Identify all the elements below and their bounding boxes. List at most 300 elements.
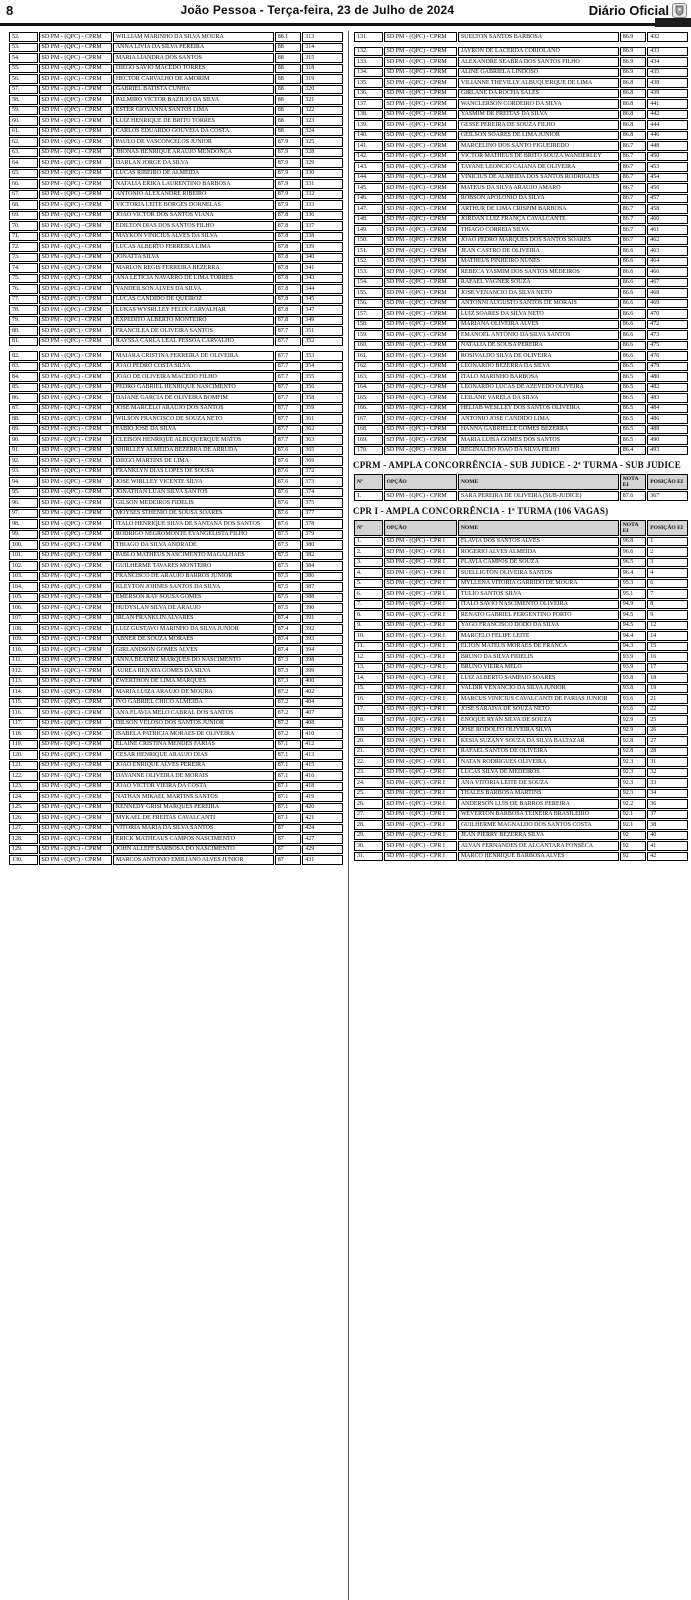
option-cell: SD PM - (QPC) - CPR I xyxy=(384,684,457,694)
rank-cell: 60. xyxy=(9,116,38,126)
rank-cell: 104. xyxy=(9,582,38,592)
rank-cell: 114. xyxy=(9,687,38,697)
position-cell: 398 xyxy=(302,656,343,666)
position-cell: 418 xyxy=(302,782,343,792)
score-cell: 87.2 xyxy=(275,698,301,708)
left-column xyxy=(8,31,344,869)
table-row xyxy=(354,393,688,403)
option-cell: SD PM - (QPC) - CPR I xyxy=(384,831,457,841)
score-cell: 87.7 xyxy=(275,435,301,445)
name-cell: LUCAS ALBERTO FERREIRA LIMA xyxy=(113,242,274,252)
table-row xyxy=(354,68,688,78)
rank-cell: 12. xyxy=(354,652,383,662)
score-cell: 86.6 xyxy=(620,351,646,361)
score-cell: 86.8 xyxy=(620,99,646,109)
rank-cell: 91. xyxy=(9,446,38,456)
score-cell: 87.1 xyxy=(275,803,301,813)
rank-cell: 138. xyxy=(354,110,383,120)
rank-cell: 137. xyxy=(354,99,383,109)
rank-cell: 170. xyxy=(354,446,383,456)
name-cell: HECTOR CARVALHO DE AMORIM xyxy=(113,74,274,84)
position-cell: 343 xyxy=(302,274,343,284)
header-rule xyxy=(0,23,691,26)
option-cell: SD PM - (QPC) - CPRM xyxy=(39,148,112,158)
name-cell: MAIARA CRISTINA FERREIRA DE OLIVEIRA xyxy=(113,351,274,361)
score-cell: 87.7 xyxy=(275,351,301,361)
rank-cell: 132. xyxy=(354,47,383,57)
table-row xyxy=(9,274,343,284)
rank-cell: 69. xyxy=(9,211,38,221)
name-cell: VALDIR VENANCIO DA SILVA JUNIOR xyxy=(458,684,619,694)
option-cell: SD PM - (QPC) - CPRM xyxy=(39,372,112,382)
rank-cell: 108. xyxy=(9,624,38,634)
name-cell: JOAO VICTOR VIEIRA DA COSTA xyxy=(113,782,274,792)
name-cell: RENATO GABRIEL PERGENTINO PORTO xyxy=(458,610,619,620)
position-cell: 446 xyxy=(647,131,688,141)
rank-cell: 59. xyxy=(9,106,38,116)
table-row xyxy=(9,425,343,435)
name-cell: LUIZ HENRIQUE DE BRITO TORRES xyxy=(113,116,274,126)
position-cell: 318 xyxy=(302,64,343,74)
option-cell: SD PM - (QPC) - CPRM xyxy=(39,435,112,445)
table-row xyxy=(9,792,343,802)
position-cell: 400 xyxy=(302,677,343,687)
option-cell: SD PM - (QPC) - CPR I xyxy=(384,631,457,641)
score-cell: 88 xyxy=(275,85,301,95)
option-cell: SD PM - (QPC) - CPRM xyxy=(384,110,457,120)
score-cell: 87.3 xyxy=(275,677,301,687)
score-cell: 86.6 xyxy=(620,320,646,330)
name-cell: EMANOEL ANTÔNIO DA SILVA SANTOS xyxy=(458,330,619,340)
rank-cell: 119. xyxy=(9,740,38,750)
name-cell: CLEISON HENRIQUE ALBUQUERQUE MATOS xyxy=(113,435,274,445)
score-cell: 87.7 xyxy=(275,414,301,424)
table-row xyxy=(354,99,688,109)
option-cell: SD PM - (QPC) - CPRM xyxy=(39,624,112,634)
table-row xyxy=(9,372,343,382)
table-row xyxy=(9,383,343,393)
score-cell: 92.3 xyxy=(620,768,646,778)
name-cell: NATHAN MIKAEL MARTINS SANTOS xyxy=(113,792,274,802)
rank-cell: 141. xyxy=(354,141,383,151)
section-title: CPR I - AMPLA CONCORRÊNCIA - 1ª TURMA (106 VAGAS) xyxy=(353,505,609,516)
table-row xyxy=(354,726,688,736)
rank-cell: 11. xyxy=(354,642,383,652)
rank-cell: 5. xyxy=(354,579,383,589)
score-cell: 87.8 xyxy=(275,274,301,284)
score-cell: 92 xyxy=(620,831,646,841)
rank-cell: 31. xyxy=(354,852,383,862)
position-cell: 399 xyxy=(302,666,343,676)
option-cell: SD PM - (QPC) - CPRM xyxy=(384,362,457,372)
table-row xyxy=(354,589,688,599)
position-cell: 379 xyxy=(302,530,343,540)
option-cell: SD PM - (QPC) - CPRM xyxy=(384,162,457,172)
option-cell: SD PM - (QPC) - CPR I xyxy=(384,621,457,631)
rank-cell: 52. xyxy=(9,32,38,42)
table-row xyxy=(9,803,343,813)
option-cell: SD PM - (QPC) - CPRM xyxy=(384,257,457,267)
rank-cell: 162. xyxy=(354,362,383,372)
table-row xyxy=(9,221,343,231)
score-cell: 87.1 xyxy=(275,740,301,750)
rank-cell: 22. xyxy=(354,757,383,767)
score-cell: 88 xyxy=(275,53,301,63)
option-cell: SD PM - (QPC) - CPRM xyxy=(39,404,112,414)
option-cell: SD PM - (QPC) - CPR I xyxy=(384,663,457,673)
option-cell: SD PM - (QPC) - CPR I xyxy=(384,778,457,788)
results-table xyxy=(353,46,689,457)
table-row xyxy=(9,750,343,760)
position-cell: 313 xyxy=(302,32,343,42)
table-row xyxy=(9,771,343,781)
name-cell: BRUNO VIEIRA MELO xyxy=(458,663,619,673)
position-cell: 479 xyxy=(647,362,688,372)
position-cell: 413 xyxy=(302,750,343,760)
position-cell: 17 xyxy=(647,663,688,673)
position-cell: 365 xyxy=(302,446,343,456)
position-cell: 391 xyxy=(302,614,343,624)
position-cell: 378 xyxy=(302,519,343,529)
position-cell: 37 xyxy=(647,810,688,820)
rank-cell: 154. xyxy=(354,278,383,288)
rank-cell: 164. xyxy=(354,383,383,393)
table-row xyxy=(354,120,688,130)
score-cell: 87.8 xyxy=(275,295,301,305)
name-cell: LUIZ GUSTAVO MARINHO DA SILVA JUNIOR xyxy=(113,624,274,634)
score-cell: 92.2 xyxy=(620,799,646,809)
score-cell: 86.8 xyxy=(620,110,646,120)
option-cell: SD PM - (QPC) - CPRM xyxy=(39,645,112,655)
rank-cell: 29. xyxy=(354,831,383,841)
table-row xyxy=(354,789,688,799)
option-cell: SD PM - (QPC) - CPRM xyxy=(39,263,112,273)
name-cell: MARIA LIANDRA DOS SANTOS xyxy=(113,53,274,63)
option-cell: SD PM - (QPC) - CPR I xyxy=(384,757,457,767)
score-cell: 86.4 xyxy=(620,446,646,456)
name-cell: ÁUREA RENATA GOMES DA SILVA xyxy=(113,666,274,676)
name-cell: FRANKLYN DIAS LOPES DE SOUSA xyxy=(113,467,274,477)
position-cell: 315 xyxy=(302,53,343,63)
position-cell: 361 xyxy=(302,414,343,424)
option-cell: SD PM - (QPC) - CPRM xyxy=(384,68,457,78)
name-cell: GUILHERME TAVARES MONTEIRO xyxy=(113,561,274,571)
table-row xyxy=(9,326,343,336)
rank-cell: 153. xyxy=(354,267,383,277)
rank-cell: 57. xyxy=(9,85,38,95)
rank-cell: 143. xyxy=(354,162,383,172)
name-cell: EWERTHON DE LIMA MARQUES xyxy=(113,677,274,687)
score-cell: 92.9 xyxy=(620,726,646,736)
rank-cell: 168. xyxy=(354,425,383,435)
rank-cell: 150. xyxy=(354,236,383,246)
name-cell: MARCO HENRIQUE BARBOSA ALVES xyxy=(458,852,619,862)
name-cell: YASMIM DE FREITAS DA SILVA xyxy=(458,110,619,120)
rank-cell: 23. xyxy=(354,768,383,778)
name-cell: JONATTA SILVA xyxy=(113,253,274,263)
table-row xyxy=(354,383,688,393)
name-cell: JOAO PEDRO MARQUES DOS SANTOS SOARES xyxy=(458,236,619,246)
name-cell: MARCOS ANTONIO EMILIANO ALVES JUNIOR xyxy=(113,855,274,865)
option-cell: SD PM - (QPC) - CPRM xyxy=(39,813,112,823)
position-cell: 453 xyxy=(647,162,688,172)
score-cell: 88 xyxy=(275,106,301,116)
results-table xyxy=(353,519,689,863)
table-row xyxy=(354,288,688,298)
position-cell: 354 xyxy=(302,362,343,372)
name-cell: DARLAN JORGE DA SILVA xyxy=(113,158,274,168)
name-cell: ERICK MATHEAUS CAMPOS NASCIMENTO xyxy=(113,834,274,844)
position-cell: 320 xyxy=(302,85,343,95)
rank-cell: 64. xyxy=(9,158,38,168)
rank-cell: 94. xyxy=(9,477,38,487)
table-row xyxy=(354,131,688,141)
position-cell: 480 xyxy=(647,372,688,382)
score-cell: 87.1 xyxy=(275,750,301,760)
option-cell: SD PM - (QPC) - CPR I xyxy=(384,736,457,746)
score-cell: 86.6 xyxy=(620,330,646,340)
position-cell: 429 xyxy=(302,845,343,855)
table-row xyxy=(354,320,688,330)
name-cell: JEAN PIERRY BEZERRA SILVA xyxy=(458,831,619,841)
table-row xyxy=(9,593,343,603)
rank-cell: 95. xyxy=(9,488,38,498)
position-cell: 424 xyxy=(302,824,343,834)
header-rule-endcap xyxy=(655,18,691,27)
column-header: Nº xyxy=(354,474,383,490)
rank-cell: 107. xyxy=(9,614,38,624)
name-cell: REBECA YASMIM DOS SANTOS MEDEIROS xyxy=(458,267,619,277)
score-cell: 87.8 xyxy=(275,263,301,273)
name-cell: GUILHERME MAGNALDO DOS SANTOS COSTA xyxy=(458,820,619,830)
rank-cell: 134. xyxy=(354,68,383,78)
table-row xyxy=(354,225,688,235)
rank-cell: 14. xyxy=(354,673,383,683)
option-cell: SD PM - (QPC) - CPRM xyxy=(39,169,112,179)
column-header: POSIÇÃO EI xyxy=(647,520,688,536)
table-row xyxy=(9,169,343,179)
score-cell: 87.7 xyxy=(275,372,301,382)
table-row xyxy=(354,372,688,382)
option-cell: SD PM - (QPC) - CPRM xyxy=(39,845,112,855)
table-row xyxy=(9,53,343,63)
name-cell: NATALIA ERIKA LAURENTINO BARBOSA xyxy=(113,179,274,189)
option-cell: SD PM - (QPC) - CPRM xyxy=(384,141,457,151)
table-row xyxy=(354,278,688,288)
rank-cell: 93. xyxy=(9,467,38,477)
table-row xyxy=(354,32,688,42)
option-cell: SD PM - (QPC) - CPRM xyxy=(39,43,112,53)
rank-cell: 76. xyxy=(9,284,38,294)
position-cell: 433 xyxy=(647,47,688,57)
score-cell: 86.7 xyxy=(620,141,646,151)
name-cell: DIEGO MARTINS DE LIMA xyxy=(113,456,274,466)
position-cell: 476 xyxy=(647,351,688,361)
rank-cell: 62. xyxy=(9,137,38,147)
option-cell: SD PM - (QPC) - CPRM xyxy=(384,372,457,382)
table-row xyxy=(354,694,688,704)
name-cell: PALMIRO VICTOR BAZILIO DA SILVA xyxy=(113,95,274,105)
option-cell: SD PM - (QPC) - CPRM xyxy=(39,561,112,571)
position-cell: 483 xyxy=(647,393,688,403)
table-row xyxy=(9,824,343,834)
option-cell: SD PM - (QPC) - CPRM xyxy=(39,540,112,550)
score-cell: 87.9 xyxy=(275,137,301,147)
table-row xyxy=(9,190,343,200)
score-cell: 87.8 xyxy=(275,305,301,315)
option-cell: SD PM - (QPC) - CPRM xyxy=(39,158,112,168)
position-cell: 387 xyxy=(302,582,343,592)
table-row xyxy=(354,491,688,501)
name-cell: ELAINE CRISTINA MENDES FARIAS xyxy=(113,740,274,750)
name-cell: JONATHAN LUAN SILVA SANTOS xyxy=(113,488,274,498)
score-cell: 87.3 xyxy=(275,666,301,676)
score-cell: 87.7 xyxy=(275,337,301,347)
score-cell: 86.9 xyxy=(620,32,646,42)
table-row xyxy=(9,782,343,792)
position-cell: 344 xyxy=(302,284,343,294)
score-cell: 87.6 xyxy=(620,491,646,501)
position-cell: 438 xyxy=(647,78,688,88)
table-row xyxy=(354,299,688,309)
name-cell: MOYSES STHENIO DE SOUSA SOARES xyxy=(113,509,274,519)
name-cell: TAYANE LEONCIO CAIANA DE OLIVEIRA xyxy=(458,162,619,172)
page-title: João Pessoa - Terça-feira, 23 de Julho de 2024 xyxy=(180,3,455,17)
option-cell: SD PM - (QPC) - CPRM xyxy=(39,519,112,529)
table-row xyxy=(9,106,343,116)
score-cell: 87.6 xyxy=(275,456,301,466)
name-cell: VICTOR MATHEUS DE BRITO SOUZA WANDERLEY xyxy=(458,152,619,162)
position-cell: 25 xyxy=(647,715,688,725)
option-cell: SD PM - (QPC) - CPRM xyxy=(39,771,112,781)
rank-cell: 4. xyxy=(354,568,383,578)
score-cell: 87.9 xyxy=(275,190,301,200)
option-cell: SD PM - (QPC) - CPRM xyxy=(39,211,112,221)
score-cell: 87 xyxy=(275,834,301,844)
name-cell: RODRIGO NEGROMONTE EVANGELISTA FILHO xyxy=(113,530,274,540)
name-cell: THIAGO DA SILVA ANDRADE xyxy=(113,540,274,550)
position-cell: 333 xyxy=(302,200,343,210)
rank-cell: 161. xyxy=(354,351,383,361)
score-cell: 86.5 xyxy=(620,372,646,382)
rank-cell: 83. xyxy=(9,362,38,372)
score-cell: 87.9 xyxy=(275,169,301,179)
position-cell: 384 xyxy=(302,561,343,571)
position-cell: 12 xyxy=(647,621,688,631)
table-row xyxy=(9,509,343,519)
table-row xyxy=(9,708,343,718)
option-cell: SD PM - (QPC) - CPRM xyxy=(384,89,457,99)
results-table xyxy=(8,31,344,347)
name-cell: MARCELO FELIPE LEITE xyxy=(458,631,619,641)
score-cell: 86.7 xyxy=(620,152,646,162)
score-cell: 87.3 xyxy=(275,656,301,666)
score-cell: 86.6 xyxy=(620,341,646,351)
position-cell: 1 xyxy=(647,537,688,547)
position-cell: 488 xyxy=(647,425,688,435)
table-row xyxy=(354,621,688,631)
rank-cell: 113. xyxy=(9,677,38,687)
name-cell: ALINE GABRIELA LINDOSO xyxy=(458,68,619,78)
rank-cell: 24. xyxy=(354,778,383,788)
name-cell: LUIZ ALBERTO SAMPAIO SOARES xyxy=(458,673,619,683)
name-cell: NATALIA DE SOUSA PEREIRA xyxy=(458,341,619,351)
position-cell: 367 xyxy=(647,491,688,501)
column-divider xyxy=(348,31,349,1600)
score-cell: 92.1 xyxy=(620,810,646,820)
name-cell: KESIA SUZANY SOUZA DA SILVA BALTAZAR xyxy=(458,736,619,746)
rank-cell: 79. xyxy=(9,316,38,326)
option-cell: SD PM - (QPC) - CPRM xyxy=(39,582,112,592)
name-cell: ANA FLAVIA MELO CABRAL DOS SANTOS xyxy=(113,708,274,718)
position-cell: 431 xyxy=(302,855,343,865)
score-cell: 87.1 xyxy=(275,782,301,792)
name-cell: LUCAS RIBEIRO DE ALMEIDA xyxy=(113,169,274,179)
option-cell: SD PM - (QPC) - CPRM xyxy=(39,834,112,844)
name-cell: MARIA LUIZA ARAUJO DE MOURA xyxy=(113,687,274,697)
table-row xyxy=(9,137,343,147)
name-cell: VANDEILSON ALVES DA SILVA xyxy=(113,284,274,294)
rank-cell: 19. xyxy=(354,726,383,736)
name-cell: MATEUS DA SILVA ARAUJO AMARO xyxy=(458,183,619,193)
option-cell: SD PM - (QPC) - CPRM xyxy=(39,305,112,315)
score-cell: 86.7 xyxy=(620,194,646,204)
option-cell: SD PM - (QPC) - CPRM xyxy=(39,221,112,231)
table-row xyxy=(9,740,343,750)
name-cell: KENNEDY GRISI MARQUES PEREIRA xyxy=(113,803,274,813)
score-cell: 92.3 xyxy=(620,757,646,767)
score-cell: 87.6 xyxy=(275,477,301,487)
score-cell: 87.9 xyxy=(275,148,301,158)
name-cell: PEDRO GABRIEL HENRIQUE NASCIMENTO xyxy=(113,383,274,393)
score-cell: 87.4 xyxy=(275,645,301,655)
name-cell: FRANCISCO DE ARAUJO BARROS JUNIOR xyxy=(113,572,274,582)
option-cell: SD PM - (QPC) - CPR I xyxy=(384,547,457,557)
name-cell: VINICIUS DE ALMEIDA DOS SANTOS RODRIGUES xyxy=(458,173,619,183)
name-cell: KLEYTON JOHNES SANTOS DA SILVA xyxy=(113,582,274,592)
rank-cell: 140. xyxy=(354,131,383,141)
rank-cell: 81. xyxy=(9,337,38,347)
name-cell: PABLO MATHEUS NASCIMENTO MAGALHAES xyxy=(113,551,274,561)
column-header: NOTA EI xyxy=(620,474,646,490)
score-cell: 87.4 xyxy=(275,624,301,634)
table-row xyxy=(354,831,688,841)
score-cell: 86.9 xyxy=(620,68,646,78)
name-cell: WILLIAM MARINHO DA SILVA MOURA xyxy=(113,32,274,42)
option-cell: SD PM - (QPC) - CPRM xyxy=(39,337,112,347)
name-cell: EMERSON RAY SOUSA GOMES xyxy=(113,593,274,603)
score-cell: 88 xyxy=(275,116,301,126)
table-row xyxy=(354,778,688,788)
rank-cell: 67. xyxy=(9,190,38,200)
option-cell: SD PM - (QPC) - CPR I xyxy=(384,537,457,547)
option-cell: SD PM - (QPC) - CPRM xyxy=(39,85,112,95)
rank-cell: 61. xyxy=(9,127,38,137)
position-cell: 42 xyxy=(647,852,688,862)
table-row xyxy=(354,141,688,151)
rank-cell: 148. xyxy=(354,215,383,225)
rank-cell: 72. xyxy=(9,242,38,252)
rank-cell: 145. xyxy=(354,183,383,193)
rank-cell: 158. xyxy=(354,320,383,330)
option-cell: SD PM - (QPC) - CPRM xyxy=(384,299,457,309)
rank-cell: 144. xyxy=(354,173,383,183)
position-cell: 339 xyxy=(302,242,343,252)
option-cell: SD PM - (QPC) - CPR I xyxy=(384,568,457,578)
rank-cell: 157. xyxy=(354,309,383,319)
table-row xyxy=(9,74,343,84)
option-cell: SD PM - (QPC) - CPR I xyxy=(384,610,457,620)
